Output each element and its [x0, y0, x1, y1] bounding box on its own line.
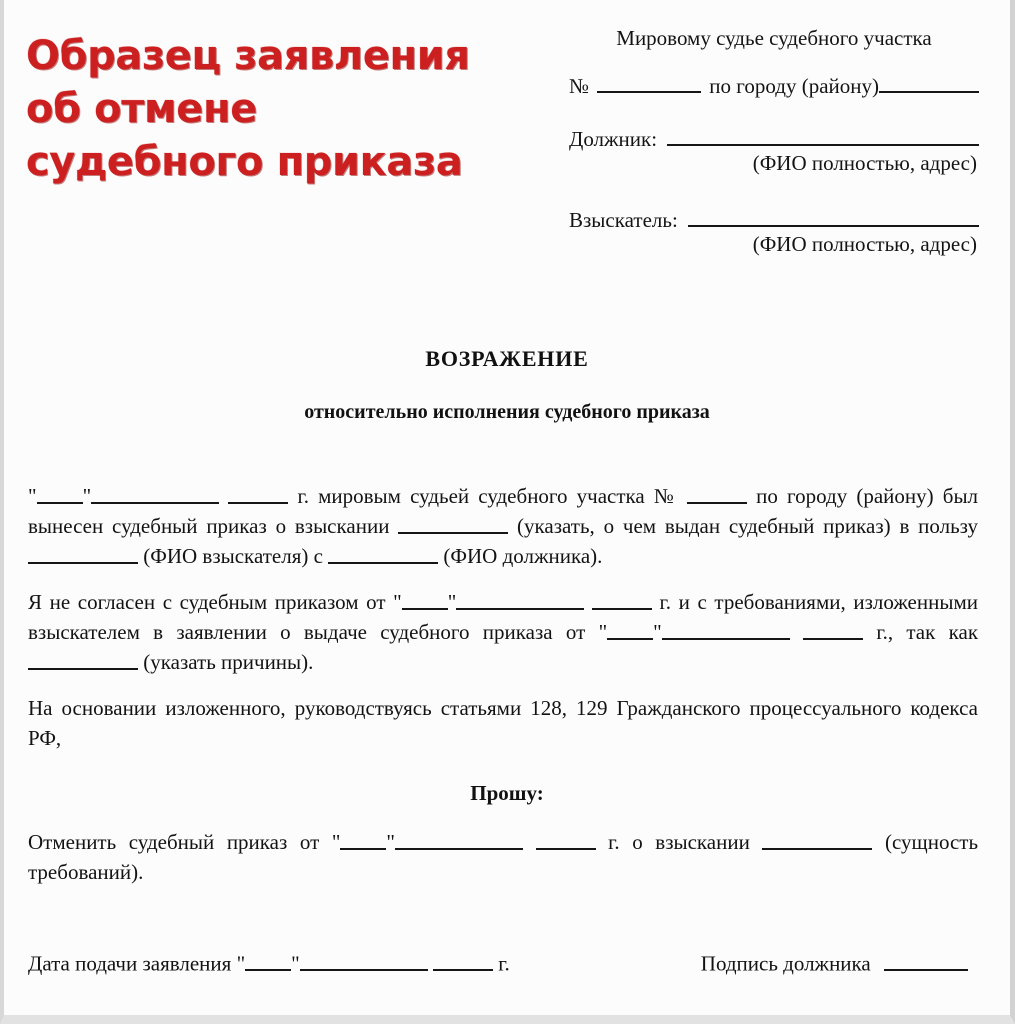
claimant-caption: (ФИО полностью, адрес): [752, 232, 977, 257]
p4-quote-open: ": [331, 830, 341, 854]
p4-month-blank[interactable]: [395, 829, 523, 850]
p1-text-2: по городу (району) был вынесен судебный приказ о взыскании: [28, 484, 979, 538]
signature-label: Подпись должника: [700, 951, 871, 976]
p2-quote-open: ": [393, 590, 402, 614]
p2-quote-open-2: ": [598, 619, 608, 644]
addressee-court-line: Мировому судье судебного участка: [616, 26, 932, 50]
p2-year-blank-2[interactable]: [803, 619, 863, 640]
p2-day-blank[interactable]: [402, 589, 448, 610]
city-label: по городу (району): [709, 74, 879, 99]
p1-quote-close: ": [82, 484, 92, 508]
document-title: ВОЗРАЖЕНИЕ: [425, 346, 589, 371]
p4-subject-blank[interactable]: [762, 829, 872, 850]
debtor-blank[interactable]: [667, 125, 979, 146]
document-footer: [28, 950, 982, 976]
spacer: [569, 99, 979, 125]
p2-month-blank-2[interactable]: [662, 619, 790, 640]
document-subtitle: относительно исполнения судебного приказа: [304, 401, 710, 423]
p1-claimant-blank[interactable]: [28, 542, 138, 563]
footer-year-blank[interactable]: [433, 950, 493, 971]
filing-date-label: Дата подачи заявления: [28, 951, 232, 976]
footer-quote-close: ": [291, 951, 300, 976]
court-number-blank[interactable]: [597, 72, 701, 93]
p1-text-3: (указать, о чем выдан судебный приказ) в пользу: [517, 513, 979, 538]
signature-line: [701, 950, 982, 976]
p1-text-1: г. мировым судьей судебного участка №: [297, 484, 678, 508]
p2-year-blank[interactable]: [592, 589, 652, 610]
p1-debtor-blank[interactable]: [328, 542, 438, 563]
request-heading: Прошу:: [470, 781, 544, 805]
p2-quote-close: ": [447, 590, 457, 614]
city-blank[interactable]: [879, 72, 979, 93]
spacer: [569, 176, 979, 206]
p1-subject-blank[interactable]: [398, 513, 508, 534]
p4-quote-close: ": [386, 830, 395, 854]
p4-text-2: г. о взыскании: [608, 830, 750, 854]
paragraph-legal-basis: [28, 694, 978, 754]
p4-text-1: Отменить судебный приказ от: [28, 830, 320, 854]
debtor-line: [569, 125, 979, 151]
headline-line-3: судебного приказа: [26, 139, 463, 186]
p2-text-2: г. и с требованиями, изложенными взыскателем в заявлении о выдаче судебного приказа от: [28, 590, 978, 644]
p1-year-blank[interactable]: [228, 483, 288, 504]
p1-text-4: (ФИО взыскателя) с: [143, 543, 323, 568]
signature-blank[interactable]: [884, 950, 968, 971]
spacer: [569, 50, 979, 72]
p1-text-5: (ФИО должника).: [443, 543, 603, 568]
footer-day-blank[interactable]: [245, 950, 291, 971]
page-headline: [26, 30, 556, 190]
p3-text: На основании изложенного, руководствуясь статьями 128, 129 Гражданского процессуального кодекса РФ,: [28, 696, 978, 750]
headline-line-2: об отмене: [26, 86, 257, 133]
p4-text-3: (сущность требований).: [28, 830, 979, 884]
debtor-caption: (ФИО полностью, адрес): [752, 151, 977, 176]
p2-day-blank-2[interactable]: [607, 619, 653, 640]
p2-month-blank[interactable]: [456, 589, 584, 610]
p2-text-3: г., так как: [876, 619, 979, 644]
filing-date-line: [28, 950, 510, 976]
p1-quote-open: ": [28, 484, 37, 508]
paragraph-request: [28, 828, 978, 888]
footer-month-blank[interactable]: [300, 950, 428, 971]
p4-year-blank[interactable]: [536, 829, 596, 850]
claimant-label: Взыскатель:: [569, 208, 678, 233]
addressee-district-line: [569, 72, 979, 98]
debtor-label: Должник:: [569, 126, 658, 151]
footer-year-suffix: г.: [498, 951, 510, 976]
paragraph-disagreement: [28, 588, 978, 677]
addressee-block: [569, 26, 979, 257]
document-inner: [4, 0, 1010, 1015]
court-number-label: №: [569, 74, 590, 99]
headline-line-1: Образец заявления: [26, 33, 470, 79]
p2-quote-close-2: ": [653, 619, 662, 644]
p4-day-blank[interactable]: [340, 829, 386, 850]
paragraph-order-details: [28, 482, 978, 571]
footer-quote-open: ": [236, 951, 246, 976]
p1-day-blank[interactable]: [37, 483, 83, 504]
p1-district-number-blank[interactable]: [687, 483, 747, 504]
p2-text-1: Я не согласен с судебным приказом от: [28, 590, 386, 614]
claimant-line: [569, 206, 979, 232]
p2-text-4: (указать причины).: [143, 649, 314, 674]
claimant-blank[interactable]: [688, 206, 979, 227]
p1-month-blank[interactable]: [91, 483, 219, 504]
p2-reason-blank[interactable]: [28, 648, 138, 669]
